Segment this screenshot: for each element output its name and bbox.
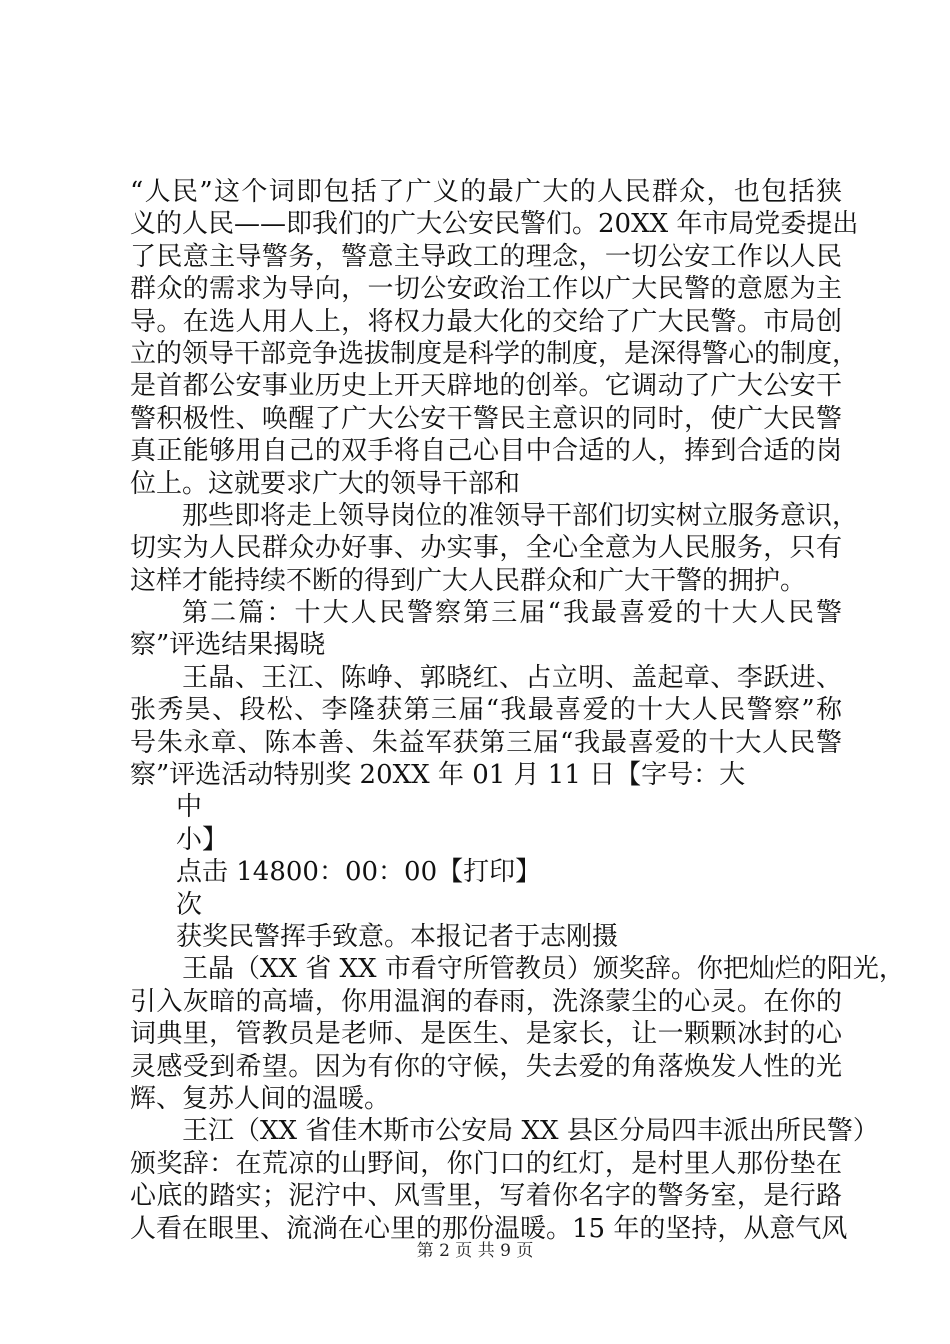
paragraph-line: 这样才能持续不断的得到广大人民群众和广大干警的拥护。 (130, 565, 807, 596)
paragraph-line: 张秀昊、段松、李隆获第三届“我最喜爱的十大人民警察”称 (130, 695, 842, 726)
paragraph-line: 切实为人民群众办好事、办实事，全心全意为人民服务，只有 (130, 533, 842, 564)
paragraph-line: 导。在选人用人上，将权力最大化的交给了广大民警。市局创 (130, 306, 842, 337)
paragraph-line: 颁奖辞：在荒凉的山野间，你门口的红灯，是村里人那份垫在 (130, 1148, 842, 1179)
paragraph-line: “人民”这个词即包括了广义的最广大的人民群众，也包括狭 (130, 177, 842, 207)
paragraph-line: 词典里，管教员是老师、是医生、是家长，让一颗颗冰封的心 (130, 1019, 842, 1050)
page-number-footer: 第 2 页 共 9 页 (416, 1241, 534, 1261)
paragraph-line: 义的人民——即我们的广大公安民警们。20XX 年市局党委提出 (130, 209, 859, 240)
paragraph-line: 是首都公安事业历史上开天辟地的创举。它调动了广大公安干 (130, 371, 842, 402)
section-heading-line: 第二篇：十大人民警察第三届“我最喜爱的十大人民警 (182, 598, 842, 629)
paragraph-line: 王江（XX 省佳木斯市公安局 XX 县区分局四丰派出所民警） (182, 1116, 879, 1147)
paragraph-line: 警积极性、唤醒了广大公安干警民主意识的同时，使广大民警 (130, 403, 842, 434)
paragraph-line: 人看在眼里、流淌在心里的那份温暖。15 年的坚持，从意气风 (130, 1213, 848, 1244)
font-size-option: 中 (176, 792, 203, 823)
paragraph-line: 位上。这就要求广大的领导干部和 (130, 468, 521, 499)
paragraph-line: 辉、复苏人间的温暖。 (130, 1083, 391, 1114)
paragraph-line: 群众的需求为导向，一切公安政治工作以广大民警的意愿为主 (130, 274, 842, 305)
paragraph-line: 引入灰暗的高墙，你用温润的春雨，洗涤蒙尘的心灵。在你的 (130, 986, 842, 1017)
paragraph-line: 立的领导干部竞争选拔制度是科学的制度，是深得警心的制度， (130, 338, 859, 369)
paragraph-line: 灵感受到希望。因为有你的守候，失去爱的角落焕发人性的光 (130, 1051, 842, 1082)
font-size-option: 小】 (176, 824, 229, 855)
paragraph-line: 真正能够用自己的双手将自己心目中合适的人，捧到合适的岗 (130, 436, 842, 467)
paragraph-line: 王晶、王江、陈峥、郭晓红、占立明、盖起章、李跃进、 (182, 662, 842, 693)
paragraph-line: 号朱永章、陈本善、朱益军获第三届“我最喜爱的十大人民警 (130, 727, 842, 758)
paragraph-line: 心底的踏实；泥泞中、风雪里，写着你名字的警务室，是行路 (130, 1181, 842, 1212)
click-count-unit: 次 (176, 889, 203, 920)
paragraph-line: 察”评选活动特别奖 20XX 年 01 月 11 日【字号：大 (130, 760, 746, 791)
document-body (130, 176, 905, 1245)
click-count-line: 点击 14800：00：00【打印】 (176, 857, 542, 888)
paragraph-line: 王晶（XX 省 XX 市看守所管教员）颁奖辞。你把灿烂的阳光， (182, 954, 905, 985)
paragraph-line: 了民意主导警务，警意主导政工的理念，一切公安工作以人民 (130, 241, 842, 272)
paragraph-line: 那些即将走上领导岗位的准领导干部们切实树立服务意识， (182, 500, 859, 531)
photo-caption: 获奖民警挥手致意。本报记者于志刚摄 (176, 921, 619, 952)
section-heading-line: 察”评选结果揭晓 (130, 630, 326, 661)
